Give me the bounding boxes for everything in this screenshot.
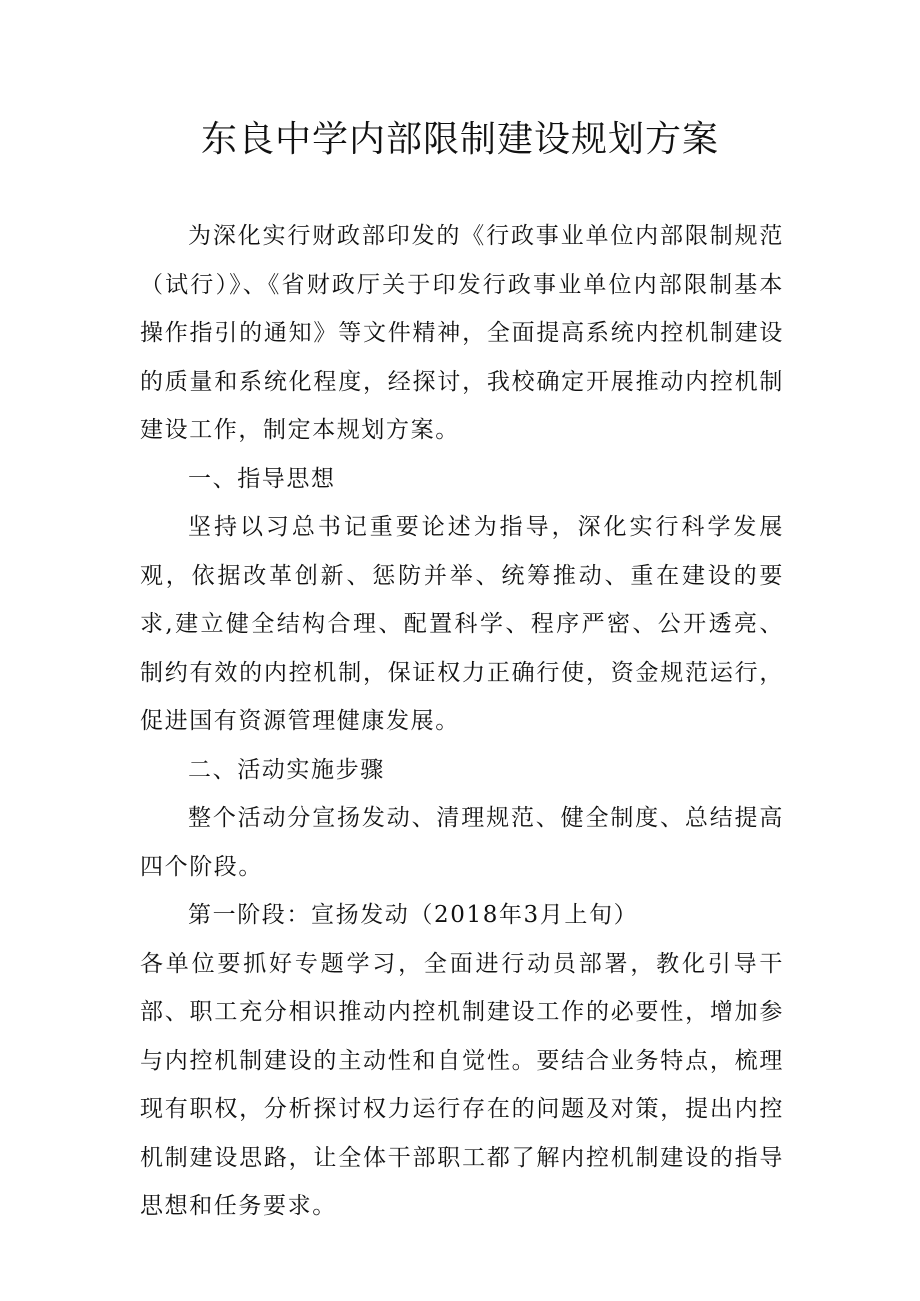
section-heading-implementation-steps: 二、活动实施步骤 [188, 756, 385, 783]
intro-paragraph: 为深化实行财政部印发的《行政事业单位内部限制规范（试行）》、《省财政厅关于印发行政事业单位内部限制基本操作指引的通知》等文件精神，全面提高系统内控机制建设的质量和系统化程度，经探讨，我校确定开展推动内控机制建设工作，制定本规划方案。 [140, 223, 784, 443]
phase-one-heading: 第一阶段：宣扬发动（2018年3月上旬） [188, 902, 639, 928]
document-title: 东良中学内部限制建设规划方案 [200, 119, 719, 160]
guiding-ideology-paragraph: 坚持以习总书记重要论述为指导，深化实行科学发展观，依据改革创新、惩防并举、统筹推动、重在建设的要求,建立健全结构合理、配置科学、程序严密、公开透亮、制约有效的内控机制，保证权力正确行使，资金规范运行，促进国有资源管理健康发展。 [140, 514, 784, 734]
phase-one-paragraph: 各单位要抓好专题学习，全面进行动员部署，教化引导干部、职工充分相识推动内控机制建设工作的必要性，增加参与内控机制建设的主动性和自觉性。要结合业务特点，梳理现有职权，分析探讨权力运行存在的问题及对策，提出内控机制建设思路，让全体干部职工都了解内控机制建设的指导思想和任务要求。 [140, 950, 784, 1219]
document-body [140, 212, 784, 1231]
section-heading-guiding-ideology: 一、指导思想 [188, 465, 336, 492]
implementation-steps-paragraph: 整个活动分宣扬发动、清理规范、健全制度、总结提高四个阶段。 [140, 805, 784, 880]
